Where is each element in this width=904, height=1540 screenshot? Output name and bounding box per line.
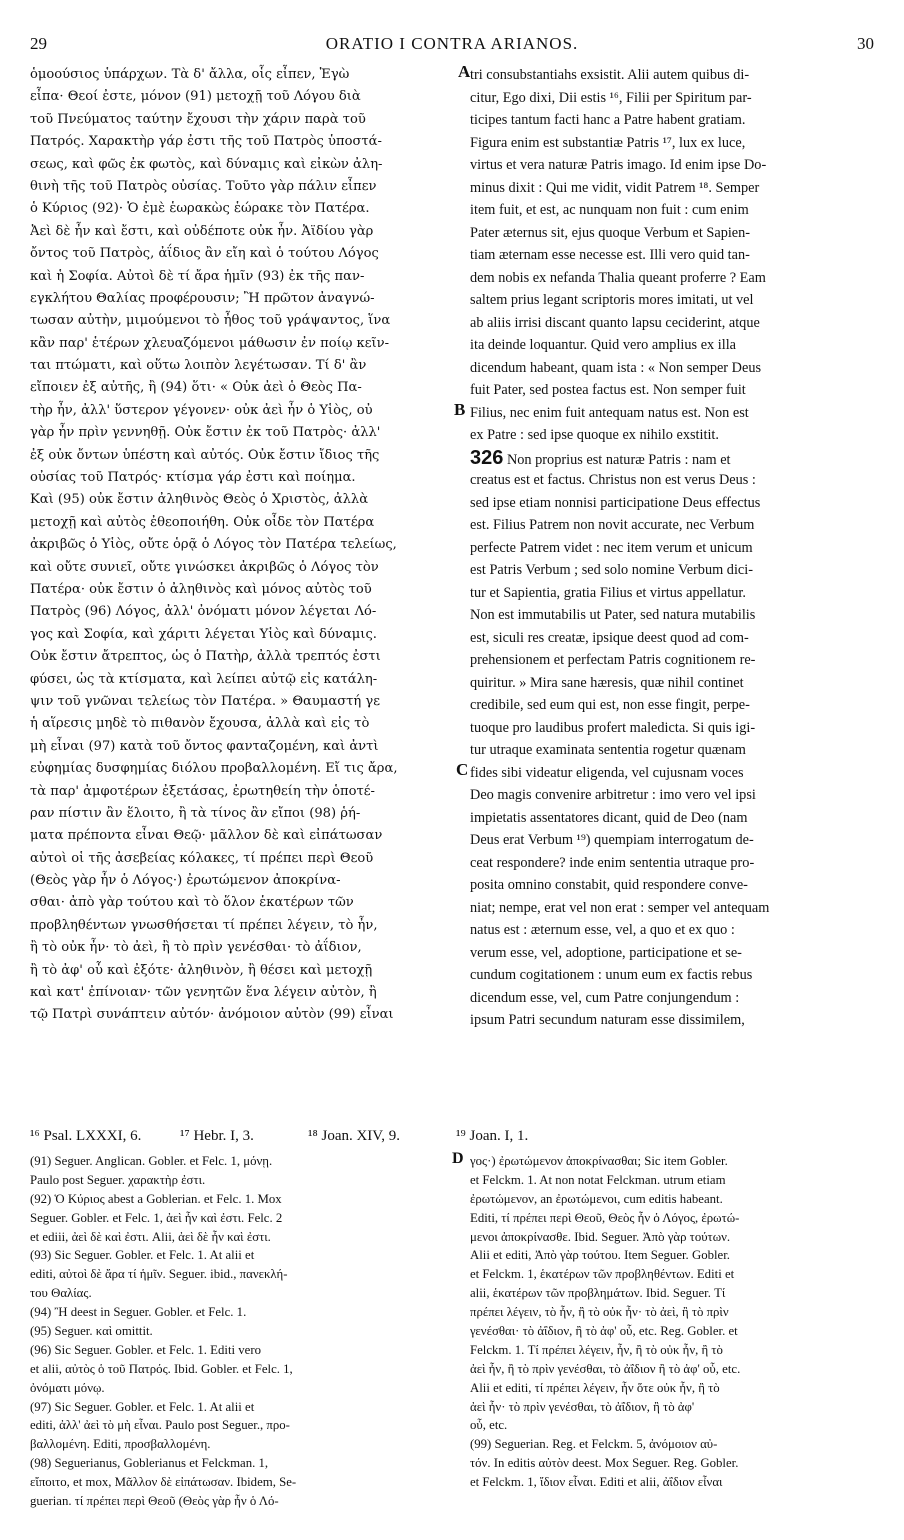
greek-text-line: γος καὶ Σοφία, καὶ χάριτι λέγεται Υἱὸς καὶ δύναμις. (30, 626, 377, 642)
latin-text-line: tur utraque examinata sententia rogetur quænam (470, 742, 746, 758)
footnote-line: (97) Sic Seguer. Gobler. et Felc. 1. At alii et (30, 1399, 255, 1414)
latin-text-line: creatus est et factus. Christus non est verus Deus : (470, 472, 756, 488)
latin-text-line: sed ipse etiam nonnisi participatione Deus effectus (470, 494, 761, 511)
footnotes-right-column (470, 1152, 880, 1492)
latin-text-line: est, siculi res creatæ, ipsique deest quod ad com- (470, 629, 749, 646)
footnote-line: (92) Ὁ Κύριος abest a Goblerian. et Felc. 1. Mox (30, 1191, 282, 1206)
footnote-line: του Θαλίας. (30, 1286, 92, 1301)
latin-text-line: Filius, nec enim fuit antequam natus est. Non est (470, 404, 749, 421)
footnote-line: μενοι ἀποκρίνασθε. Ibid. Seguer. Ἀπὸ γὰρ τούτων. (470, 1229, 731, 1244)
page-number-left: 29 (30, 34, 47, 53)
footnote-line: Alii et editi, τί πρέπει λέγειν, ἦν ὅτε οὐκ ἦν, ἢ τὸ (470, 1380, 720, 1395)
footnote-line: Felckm. 1. Τί πρέπει λέγειν, ἦν, ἢ τὸ οὐκ ἦν, ἢ τὸ (470, 1342, 723, 1357)
latin-text-line: ita deinde loquantur. Quid vero amplius ex illa (470, 337, 737, 353)
page-header (30, 34, 874, 58)
footnote-line: alii, ἑκατέρων τῶν προβλημάτων. Ibid. Seguer. Τί (470, 1286, 726, 1301)
latin-text-line: Figura enim est substantiæ Patris ¹⁷, lux ex luce, (470, 134, 746, 151)
greek-text-line: ἀκριβῶς ὁ Υἱὸς, οὔτε ὁρᾷ ὁ Λόγος τὸν Πατέρα τελείως, (30, 537, 397, 553)
greek-text-line: θινὴ τῆς τοῦ Πατρὸς οὐσίας. Τοῦτο γὰρ πάλιν εἶπεν (30, 178, 377, 194)
latin-text-line: cundum cogitationem : unum eum ex factis rebus (470, 967, 753, 983)
latin-text-line: perfecte Patrem videt : nec item verum et unicum (470, 539, 753, 556)
footnote-line: editi, αὐτοὶ δὲ ἄρα τί ἡμῖν. Seguer. ibid., πανεκλή- (30, 1267, 288, 1282)
greek-text-line: ὁ Κύριος (92)· Ὁ ἐμὲ ἑωρακὼς ἑώρακε τὸν Πατέρα. (30, 201, 370, 217)
latin-text-line: ceat respondere? inde enim sententia utraque pro- (470, 854, 755, 871)
footnote-line: (98) Seguerianus, Goblerianus et Felckman. 1, (30, 1456, 269, 1471)
reference-18: ¹⁸ Joan. XIV, 9. (308, 1128, 400, 1144)
greek-text-line: τὰ παρ' ἀμφοτέρων ἐξετάσας, ἐρωτηθείη τὴν ὁποτέ- (30, 783, 375, 799)
greek-text-line: φύσει, ὡς τὰ κτίσματα, καὶ λείπει αὐτῷ εἰς κατάλη- (30, 671, 378, 687)
greek-text-line: τωσαν αὐτὴν, μιμούμενοι τὸ ἦθος τοῦ γράψαντος, ἵνα (30, 313, 391, 329)
footnote-line: (99) Seguerian. Reg. et Felckm. 5, ἀνόμοιον αὐ- (470, 1437, 718, 1452)
greek-text-line: τῷ Πατρὶ συνάπτειν αὐτόν· ἀνόμοιον αὐτὸν (99) εἶναι (30, 1007, 394, 1023)
greek-text-line: σεως, καὶ φῶς ἐκ φωτὸς, καὶ δύναμις καὶ εἰκὼν ἀλη- (30, 156, 383, 172)
footnote-line: (94) Ἢ deest in Seguer. Gobler. et Felc. 1. (30, 1305, 247, 1320)
greek-text-line: αὐτοὶ οἱ τῆς ἀσεβείας κόλακες, τί πρέπει περὶ Θεοῦ (30, 850, 374, 866)
footnote-line: et Felckm. 1, ἴδιον εἶναι. Editi et alii, ἀΐδιον εἶναι (470, 1475, 723, 1490)
page-number-right: 30 (857, 34, 874, 53)
latin-text-line: est. Filius Patrem non novit accurate, nec Verbum (470, 517, 755, 533)
reference-17: ¹⁷ Hebr. I, 3. (180, 1128, 254, 1144)
greek-text-line: ὄντος τοῦ Πατρὸς, ἀΐδιος ἂν εἴη καὶ ὁ τούτου Λόγος (30, 246, 379, 262)
greek-text-line: ματα πρέποντα εἶναι Θεῷ· μᾶλλον δὲ καὶ εἰπάτωσαν (30, 828, 383, 844)
greek-text-line: γὰρ ἦν πρὶν γεννηθῇ. Οὐκ ἔστιν ἐκ τοῦ Πατρὸς· ἀλλ' (30, 425, 381, 441)
latin-text-line: minus dixit : Qui me vidit, vidit Patrem ¹⁸. Semper (470, 179, 760, 196)
latin-text-line: Pater æternus sit, ejus quoque Verbum et Sapien- (470, 224, 751, 241)
greek-text-line: καὶ κατ' ἐπίνοιαν· τῶν γενητῶν ἕνα λέγειν αὐτὸν, ἢ (30, 985, 377, 1001)
latin-text-line: verum esse, vel, adoptione, participatione et se- (470, 944, 742, 961)
footnote-line: (91) Seguer. Anglican. Gobler. et Felc. 1, μόνῃ. (30, 1154, 273, 1168)
greek-text-line: μὴ εἶναι (97) κατὰ τοῦ ὄντος φανταζομένη, καὶ ἀντὶ (30, 738, 379, 754)
greek-text-line: ὁμοούσιος ὑπάρχων. Τὰ δ' ἄλλα, οἷς εἶπεν, Ἐγὼ (30, 67, 350, 82)
greek-text-line: καὶ οὔτε συνιεῖ, οὔτε γινώσκει ἀκριβῶς ὁ Λόγος τὸν (30, 559, 379, 575)
latin-text-line: dicendum habeant, quam ista : « Non semper Deus (470, 359, 762, 376)
latin-text-line: Non est immutabilis ut Pater, sed natura mutabilis (470, 607, 756, 623)
footnotes-left-column (30, 1152, 445, 1511)
latin-text-column (470, 64, 878, 1032)
footnote-line: Alii et editi, Ἀπὸ γὰρ τούτου. Item Seguer. Gobler. (470, 1248, 730, 1263)
footnote-line: ἐρωτώμενον, an ἐρωτώμενοι, cum editis habeant. (470, 1191, 723, 1206)
greek-text-line: ἢ τὸ οὐκ ἦν· τὸ ἀεὶ, ἢ τὸ πρὶν γενέσθαι· τὸ ἀΐδιον, (30, 940, 362, 956)
latin-text-line: Deo magis convenire arbitretur : imo vero vel ipsi (470, 787, 756, 803)
latin-text-line: dem nobis ex nefanda Thalia queant proferre ? Eam (470, 269, 766, 286)
footnote-line: εἴποιτο, et mox, Μᾶλλον δὲ εἰπάτωσαν. Ibidem, Se- (30, 1475, 297, 1490)
greek-text-line: εγκλήτου Θαλίας προφέρουσιν; Ἢ πρῶτον ἀναγνώ- (30, 290, 375, 306)
latin-text-line: natus est : æternum esse, vel, a quo et ex quo : (470, 922, 735, 938)
margin-marker-c: C (456, 760, 469, 779)
greek-text-line: Πατρός. Χαρακτὴρ γάρ ἐστι τῆς τοῦ Πατρὸς ὑποστά- (30, 134, 382, 150)
latin-text-line: impietatis assentatores dicant, quid de Deo (nam (470, 809, 748, 826)
footnote-line: πρέπει λέγειν, τὸ ἦν, ἢ τὸ οὐκ ἦν· τὸ ἀεὶ, ἢ τὸ πρὶν (470, 1305, 729, 1320)
latin-text-line: fuit Pater, sed postea factus est. Non semper fuit (470, 382, 746, 398)
greek-text-line: Καὶ (95) οὐκ ἔστιν ἀληθινὸς Θεὸς ὁ Χριστὸς, ἀλλὰ (30, 492, 369, 508)
footnote-line: ἀεὶ ἦν, ἢ τὸ πρὶν γενέσθαι, τὸ ἀΐδιον ἢ τὸ ἀφ' οὗ, etc. (470, 1361, 741, 1376)
latin-text-line: ex Patre : sed ipse quoque ex nihilo exstitit. (470, 427, 719, 443)
reference-16: ¹⁶ Psal. LXXXI, 6. (30, 1128, 142, 1144)
footnote-line: Editi, τί πρέπει περὶ Θεοῦ, Θεὸς ἦν ὁ Λόγος, ἐρωτώ- (470, 1210, 740, 1225)
greek-text-line: ἢ τὸ ἀφ' οὗ καὶ ἐξότε· ἀληθινὸν, ἢ θέσει καὶ μετοχῇ (30, 962, 373, 978)
footnote-line: editi, ἀλλ' ἀεὶ τὸ μὴ εἶναι. Paulo post Seguer., προ- (30, 1418, 290, 1433)
latin-text-line: prehensionem et perfectam Patris cognitionem re- (470, 652, 756, 668)
footnote-line: (96) Sic Seguer. Gobler. et Felc. 1. Editi vero (30, 1342, 262, 1357)
greek-text-line: κἂν παρ' ἑτέρων χλευαζόμενοι μάθωσιν ἐν ποίῳ κεῖν- (30, 335, 390, 351)
greek-text-line: Πατέρα· οὐκ ἔστιν ὁ ἀληθινὸς καὶ μόνος αὐτὸς τοῦ (30, 581, 372, 597)
latin-text-line: credibile, sed eum qui est, non esse fingit, perpe- (470, 697, 750, 713)
latin-text-line: citur, Ego dixi, Dii estis ¹⁶, Filii per Spiritum par- (470, 89, 752, 106)
latin-text-line: 326 Non proprius est naturæ Patris : nam et (470, 446, 731, 469)
greek-text-line: Ἀεὶ δὲ ἦν καὶ ἔστι, καὶ οὐδέποτε οὐκ ἦν. Ἀϊδίου γὰρ (30, 223, 374, 239)
latin-text-line: item fuit, et est, ac nunquam non fuit : cum enim (470, 202, 749, 218)
footnote-line: et ediii, ἀεὶ δὲ καὶ ἐστι. Alii, ἀεὶ δὲ ἦν καὶ ἐστι. (30, 1229, 271, 1244)
footnote-line: βαλλομένη. Editi, προσβαλλομένη. (30, 1437, 211, 1452)
latin-text-line: posita omnino constabit, quid respondere conve- (470, 877, 748, 893)
latin-text-line: tur et Sapientia, gratia Filius et virtus appellatur. (470, 584, 746, 601)
footnote-line: et Felckm. 1. At non notat Felckman. utrum etiam (470, 1172, 726, 1187)
footnote-line: τόν. In editis αὐτὸν deest. Mox Seguer. Reg. Gobler. (470, 1456, 739, 1471)
footnote-line: οὗ, etc. (470, 1418, 508, 1433)
greek-text-line: τοῦ Πνεύματος ταύτην ἔχουσι τὴν χάριν παρὰ τοῦ (30, 111, 366, 127)
greek-text-line: καὶ ἡ Σοφία. Αὐτοὶ δὲ τί ἄρα ἡμῖν (93) ἐκ τῆς παν- (30, 268, 365, 284)
latin-text-line: saltem prius legant scriptoris mores imitati, ut vel (470, 292, 754, 308)
latin-text-line: est Patris Verbum ; sed solo nomine Verbum dici- (470, 562, 753, 578)
footnote-line: γενέσθαι· τὸ ἀΐδιον, ἢ τὸ ἀφ' οὗ, etc. Reg. Gobler. et (470, 1324, 738, 1339)
margin-marker-a: A (458, 62, 471, 81)
margin-marker-d: D (452, 1150, 464, 1167)
latin-text-line: virtus et vera naturæ Patris imago. Id enim ipse Do- (470, 157, 767, 173)
greek-text-line: Πατρὸς (96) Λόγος, ἀλλ' ὀνόματι μόνον λέγεται Λό- (30, 604, 377, 620)
greek-text-column (30, 64, 454, 1027)
latin-text-line: Deus erat Verbum ¹⁹) quempiam interrogatum de- (470, 832, 754, 848)
footnote-line: guerian. τί πρέπει περὶ Θεοῦ (Θεὸς γὰρ ἦν ὁ Λό- (30, 1494, 279, 1509)
latin-text-line: ipsum Patri secundum naturam esse dissimilem, (470, 1012, 745, 1028)
greek-text-line: τὴρ ἦν, ἀλλ' ὕστερον γέγονεν· οὐκ ἀεὶ ἦν ὁ Υἱὸς, οὐ (30, 402, 373, 418)
latin-text-line: ab aliis irrisi discant quanto lapsu ceciderint, atque (470, 314, 760, 331)
latin-text-line: niat; nempe, erat vel non erat : semper vel antequam (470, 899, 770, 916)
latin-text-line: dicendum esse, vel, cum Patre conjungendum : (470, 989, 740, 1006)
greek-text-line: (Θεὸς γὰρ ἦν ὁ Λόγος·) ἐρωτώμενον ἀποκρίνα- (30, 873, 341, 889)
latin-text-line: tuoque pro laudibus profert maledicta. Si quis igi- (470, 719, 756, 736)
latin-text-line: ticipes tantum facti hanc a Patre habent gratiam. (470, 112, 746, 128)
latin-text-line: fides sibi videatur eligenda, vel cujusnam voces (470, 764, 744, 781)
greek-text-line: Οὐκ ἔστιν ἄτρεπτος, ὡς ὁ Πατὴρ, ἀλλὰ τρεπτός ἐστι (30, 649, 381, 665)
greek-text-line: ται πτώματι, καὶ οὕτω λοιπὸν λεγέτωσαν. Τί δ' ἂν (30, 358, 367, 374)
latin-text-line: tri consubstantiahs exsistit. Alii autem quibus di- (470, 67, 750, 83)
greek-text-line: μετοχῇ καὶ αὐτὸς ἐθεοποιήθη. Οὐκ οἶδε τὸν Πατέρα (30, 514, 375, 530)
greek-text-line: ἐξ οὐκ ὄντων ὑπέστη καὶ αὐτός. Οὐκ ἔστιν ἴδιος τῆς (30, 447, 380, 463)
greek-text-line: προβληθέντων γνωσθήσεται τί πρέπει λέγειν, τὸ ἦν, (30, 917, 378, 933)
footnote-line: ἀεὶ ἦν· τὸ πρὶν γενέσθαι, τὸ ἀΐδιον, ἢ τὸ ἀφ' (470, 1399, 695, 1414)
latin-text-line: quiritur. » Mira sane hæresis, quæ nihil continet (470, 674, 744, 691)
greek-text-line: εἶπα· Θεοί ἐστε, μόνον (91) μετοχῇ τοῦ Λόγου διὰ (30, 89, 361, 105)
greek-text-line: ραν πίστιν ἂν ἕλοιτο, ἢ τὰ τίνος ἂν εἴποι (98) ῥή- (30, 805, 361, 821)
footnote-line: (93) Sic Seguer. Gobler. et Felc. 1. At alii et (30, 1248, 255, 1263)
footnote-line: γος·) ἐρωτώμενον ἀποκρίνασθαι; Sic item Gobler. (470, 1154, 728, 1168)
greek-text-line: εἴποιεν ἐξ αὐτῆς, ἢ (94) ὅτι· « Οὐκ ἀεὶ ὁ Θεὸς Πα- (30, 380, 362, 396)
footnote-line: (95) Seguer. καὶ omittit. (30, 1324, 153, 1339)
footnote-line: Seguer. Gobler. et Felc. 1, ἀεὶ ἦν καὶ ἐστι. Felc. 2 (30, 1210, 283, 1225)
greek-text-line: σθαι· ἀπὸ γὰρ τούτου καὶ τὸ ὅλον ἑκατέρων τῶν (30, 895, 354, 911)
footnote-line: et Felckm. 1, ἑκατέρων τῶν προβληθέντων. Editi et (470, 1267, 735, 1282)
running-title: ORATIO I CONTRA ARIANOS. (325, 34, 579, 53)
latin-text-line: tiam æternam esse necesse est. Illi vero quid tan- (470, 247, 750, 263)
margin-marker-b: B (454, 400, 466, 419)
footnote-line: ὀνόματι μόνῳ. (30, 1380, 105, 1395)
greek-text-line: εὐφημίας δυσφημίας διόλου προβαλλομένη. Εἴ τις ἄρα, (30, 761, 398, 777)
reference-19: ¹⁹ Joan. I, 1. (456, 1128, 529, 1144)
greek-text-line: ἡ αἵρεσις μηδὲ τὸ πιθανὸν ἔχουσα, ἀλλὰ καὶ εἰς τὸ (30, 716, 370, 732)
footnote-line: et alii, αὐτὸς ὁ τοῦ Πατρός. Ibid. Gobler. et Felc. 1, (30, 1361, 293, 1376)
greek-text-line: ψιν τοῦ γνῶναι τελείως τὸν Πατέρα. » Θαυμαστή γε (30, 693, 381, 709)
footnote-line: Paulo post Seguer. χαρακτὴρ ἐστι. (30, 1172, 206, 1187)
greek-text-line: οὐσίας τοῦ Πατρός· κτίσμα γάρ ἐστι καὶ ποίημα. (30, 470, 356, 486)
column-number-326: 326 (470, 446, 504, 469)
